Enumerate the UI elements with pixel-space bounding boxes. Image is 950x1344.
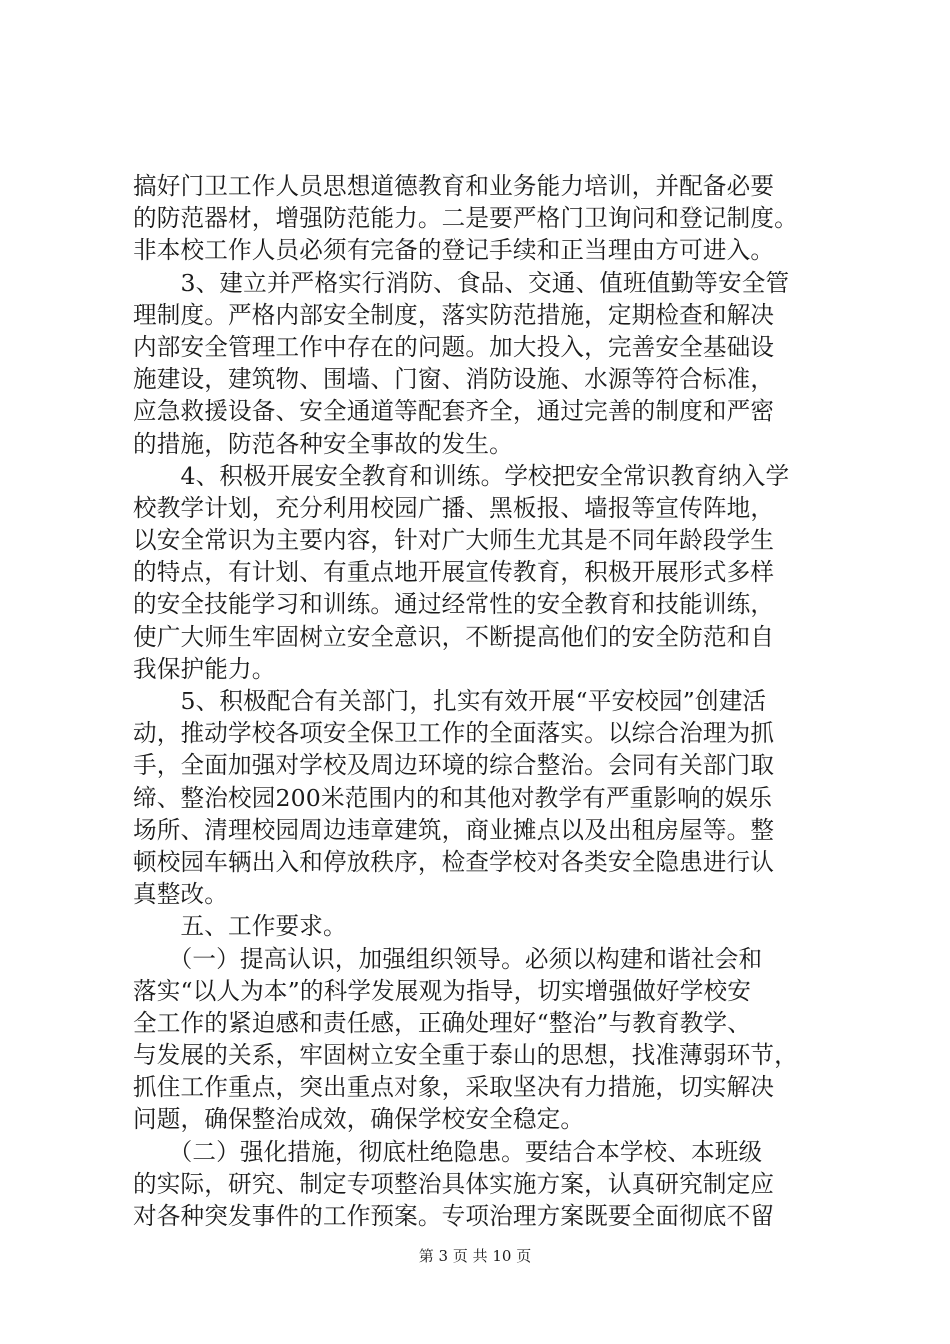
text-line: 搞好门卫工作人员思想道德教育和业务能力培训，并配备必要 [133,172,775,200]
text-line: 场所、清理校园周边违章建筑，商业摊点以及出租房屋等。整 [133,815,775,844]
text-line: （二）强化措施，彻底杜绝隐患。要结合本学校、本班级 [133,1137,763,1166]
text-line: 落实“以人为本”的科学发展观为指导，切实增强做好学校安 [133,976,752,1005]
text-line: 五、工作要求。 [133,912,347,941]
text-line: 以安全常识为主要内容，针对广大师生尤其是不同年龄段学生 [133,526,775,555]
text-line: 3、建立并严格实行消防、食品、交通、值班值勤等安全管 [133,268,790,297]
text-line: 5、积极配合有关部门，扎实有效开展“平安校园”创建活 [133,687,767,715]
text-line: 理制度。严格内部安全制度，落实防范措施，定期检查和解决 [133,300,775,329]
text-line: 我保护能力。 [133,654,276,683]
text-line: 应急救援设备、安全通道等配套齐全，通过完善的制度和严密 [133,397,775,426]
page-footer [0,1245,950,1266]
text-line: 手，全面加强对学校及周边环境的综合整治。会同有关部门取 [133,751,775,780]
text-line: 对各种突发事件的工作预案。专项治理方案既要全面彻底不留 [133,1202,775,1230]
text-line: 缔、整治校园200米范围内的和其他对教学有严重影响的娱乐 [133,783,773,812]
document-body [133,170,835,1232]
text-line: 非本校工作人员必须有完备的登记手续和正当理由方可进入。 [133,236,775,265]
text-line: 使广大师生牢固树立安全意识，不断提高他们的安全防范和自 [133,622,775,651]
text-line: 动，推动学校各项安全保卫工作的全面落实。以综合治理为抓 [133,719,775,748]
text-line: 4、积极开展安全教育和训练。学校把安全常识教育纳入学 [133,461,790,490]
text-line: 的实际，研究、制定专项整治具体实施方案，认真研究制定应 [133,1169,775,1198]
text-line: 顿校园车辆出入和停放秩序，检查学校对各类安全隐患进行认 [133,847,775,876]
text-line: 内部安全管理工作中存在的问题。加大投入，完善安全基础设 [133,332,775,361]
text-line: 问题，确保整治成效，确保学校安全稳定。 [133,1105,585,1134]
text-line: 抓住工作重点，突出重点对象，采取坚决有力措施，切实解决 [133,1073,775,1102]
text-line: 施建设，建筑物、围墙、门窗、消防设施、水源等符合标准， [133,365,775,394]
page-number-label: 第 3 页 共 10 页 [418,1247,532,1265]
text-line: 校教学计划，充分利用校园广播、黑板报、墙报等宣传阵地， [133,493,775,522]
text-line: （一）提高认识，加强组织领导。必须以构建和谐社会和 [133,944,763,973]
text-line: 真整改。 [133,880,228,909]
text-line: 的措施，防范各种安全事故的发生。 [133,429,513,458]
text-line: 的安全技能学习和训练。通过经常性的安全教育和技能训练， [133,590,775,619]
text-line: 的防范器材，增强防范能力。二是要严格门卫询问和登记制度。 [133,204,798,233]
text-line: 的特点，有计划、有重点地开展宣传教育，积极开展形式多样 [133,558,775,587]
text-line: 与发展的关系，牢固树立安全重于泰山的思想，找准薄弱环节， [133,1041,798,1070]
text-line: 全工作的紧迫感和责任感，正确处理好“整治”与教育教学、 [133,1008,752,1037]
